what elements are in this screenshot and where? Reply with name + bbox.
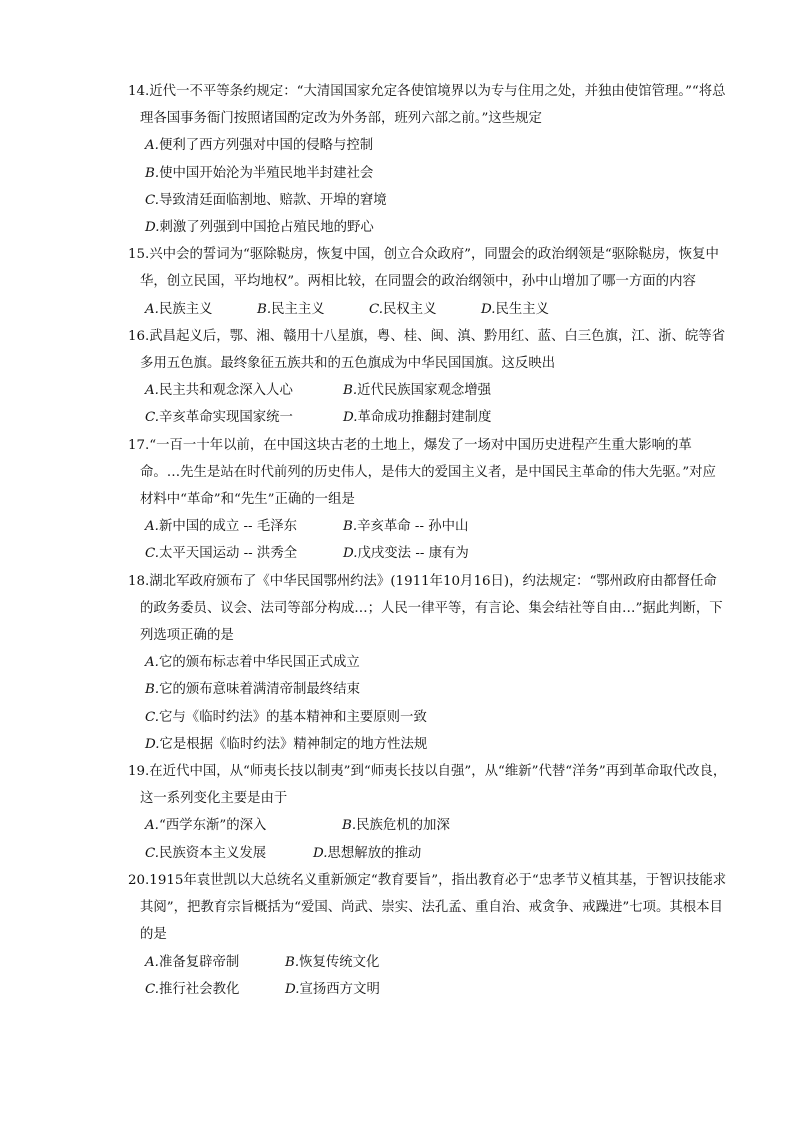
question-number: 18.	[128, 573, 150, 589]
question-stem	[128, 323, 728, 377]
option-text: 近代民族国家观念增强	[357, 383, 492, 399]
option-row	[145, 840, 728, 867]
option-row	[145, 214, 728, 241]
option-text: 准备复辟帝制	[158, 954, 240, 970]
option-text: 恢复传统文化	[299, 954, 380, 970]
option-letter: D.	[343, 546, 358, 562]
option-text: 它的颁布标志着中华民国正式成立	[158, 655, 360, 671]
option-text: 民主共和观念深入人心	[158, 383, 293, 399]
option-row	[145, 649, 728, 676]
question-16	[128, 323, 728, 432]
option-letter: A.	[145, 655, 159, 671]
question-text: 1915年袁世凯以大总统名义重新颁定“教育要旨”，指出教育必于“忠孝节义植其基，于智识技能求其阅”，把教育宗旨概括为“爱国、尚武、崇实、法孔孟、重自治、戒贪争、戒躁进”七项。其根本目的是	[140, 872, 727, 943]
option-letter: A.	[145, 383, 159, 399]
option-a[interactable]	[145, 377, 343, 404]
option-d[interactable]	[145, 214, 374, 241]
option-c[interactable]	[145, 976, 285, 1003]
option-letter: B.	[343, 383, 358, 399]
question-text: 在近代中国，从“师夷长技以制夷”到“师夷长技以自强”，从“维新”代替“洋务”再到革命取代改良，这一系列变化主要是由于	[140, 764, 727, 807]
question-15	[128, 241, 728, 323]
question-stem	[128, 568, 728, 650]
option-letter: D.	[145, 220, 160, 236]
option-row	[145, 132, 728, 159]
option-d[interactable]	[343, 404, 541, 431]
option-letter: B.	[145, 682, 160, 698]
option-text: 便利了西方列强对中国的侵略与控制	[158, 138, 374, 154]
option-letter: B.	[342, 818, 357, 834]
question-text: “一百一十年以前，在中国这块古老的土地上，爆发了一场对中国历史进程产生重大影响的革命。…先生是站在时代前列的历史伟人，是伟大的爱国主义者，是中国民主革命的伟大先驱。”对应材料中“革命”和“先生”正确的一组是	[140, 437, 716, 508]
option-letter: A.	[145, 519, 159, 535]
option-row	[145, 949, 728, 976]
question-stem	[128, 867, 728, 949]
option-text: 民族资本主义发展	[159, 845, 267, 861]
option-text: 它与《临时约法》的基本精神和主要原则一致	[159, 709, 427, 725]
option-letter: D.	[313, 845, 328, 861]
option-letter: B.	[343, 519, 358, 535]
option-letter: C.	[145, 981, 160, 997]
option-row	[145, 812, 728, 839]
option-a[interactable]	[145, 513, 343, 540]
options	[128, 513, 728, 567]
option-row	[145, 731, 728, 758]
option-text: 革命成功推翻封建制度	[357, 410, 492, 426]
option-c[interactable]	[145, 840, 313, 867]
option-text: 刺激了列强到中国抢占殖民地的野心	[159, 220, 374, 236]
options	[128, 812, 728, 866]
option-text: 民权主义	[383, 301, 437, 317]
option-row	[145, 540, 728, 567]
option-b[interactable]	[343, 377, 541, 404]
options	[128, 949, 728, 1003]
option-row	[145, 187, 728, 214]
option-letter: D.	[343, 410, 358, 426]
option-text: 它的颁布意味着满清帝制最终结束	[159, 682, 360, 698]
options	[128, 377, 728, 431]
option-letter: A.	[145, 954, 159, 970]
question-stem	[128, 241, 728, 295]
option-letter: D.	[145, 736, 160, 752]
option-row	[145, 296, 728, 323]
option-row	[145, 976, 728, 1003]
question-stem	[128, 758, 728, 812]
question-20	[128, 867, 728, 1003]
option-text: 使中国开始沦为半殖民地半封建社会	[159, 165, 374, 181]
option-letter: C.	[145, 709, 160, 725]
option-row	[145, 377, 728, 404]
option-a[interactable]	[145, 132, 373, 159]
question-stem	[128, 432, 728, 514]
option-a[interactable]	[145, 949, 285, 976]
option-letter: D.	[285, 981, 300, 997]
option-a[interactable]	[145, 296, 257, 323]
option-c[interactable]	[145, 187, 387, 214]
option-row	[145, 704, 728, 731]
question-14	[128, 78, 728, 241]
option-d[interactable]	[285, 976, 380, 1003]
question-number: 19.	[128, 764, 150, 780]
option-row	[145, 513, 728, 540]
option-text: 辛亥革命实现国家统一	[159, 410, 293, 426]
option-a[interactable]	[145, 649, 360, 676]
option-text: 民主主义	[271, 301, 325, 317]
option-d[interactable]	[343, 540, 541, 567]
question-number: 16.	[128, 328, 150, 344]
option-d[interactable]	[481, 296, 593, 323]
option-d[interactable]	[313, 840, 510, 867]
exam-page	[128, 78, 728, 1003]
option-text: 辛亥革命 -- 孙中山	[357, 519, 469, 535]
question-number: 14.	[128, 84, 150, 99]
option-letter: C.	[145, 546, 160, 562]
option-letter: B.	[257, 301, 272, 317]
question-text: 武昌起义后，鄂、湘、赣用十八星旗，粤、桂、闽、滇、黔用红、蓝、白三色旗，江、浙、皖等省多用五色旗。最终象征五族共和的五色旗成为中华民国国旗。这反映出	[140, 328, 726, 372]
option-text: 民族危机的加深	[356, 818, 450, 834]
question-text: 兴中会的誓词为“驱除鞑房，恢复中国，创立合众政府”，同盟会的政治纲领是“驱除鞑房，恢复中华，创立民国，平均地权”。两相比较，在同盟会的政治纲领中，孙中山增加了哪一方面的内容	[140, 247, 719, 290]
question-text: 湖北军政府颁布了《中华民国鄂州约法》(1911年10月16日)，约法规定：“鄂州政府由都督任命的政务委员、议会、法司等部分构成…；人民一律平等，有言论、集会结社等自由…”据此判断，下列选项正确的是	[140, 573, 723, 644]
option-text: 民族主义	[158, 301, 213, 317]
option-letter: A.	[145, 818, 159, 834]
option-text: 导致清廷面临割地、赔款、开埠的窘境	[159, 192, 387, 208]
option-row	[145, 676, 728, 703]
question-stem	[128, 78, 728, 132]
option-text: 思想解放的推动	[327, 845, 422, 861]
question-19	[128, 758, 728, 867]
option-letter: C.	[145, 410, 160, 426]
option-c[interactable]	[145, 404, 343, 431]
option-text: 民生主义	[495, 301, 550, 317]
option-c[interactable]	[145, 540, 343, 567]
question-18	[128, 568, 728, 758]
option-b[interactable]	[285, 949, 379, 976]
option-text: 它是根据《临时约法》精神制定的地方性法规	[159, 736, 428, 752]
option-b[interactable]	[257, 296, 369, 323]
option-c[interactable]	[369, 296, 481, 323]
option-letter: C.	[145, 192, 160, 208]
option-text: 新中国的成立 -- 毛泽东	[158, 519, 298, 535]
option-b[interactable]	[342, 812, 539, 839]
option-letter: A.	[145, 301, 159, 317]
option-text: “西学东渐”的深入	[158, 818, 267, 834]
options	[128, 649, 728, 758]
question-text: 近代一不平等条约规定：“大清国国家允定各使馆境界以为专与住用之处，并独由使馆管理。”“将总理各国事务衙门按照诸国酌定改为外务部，班列六部之前。”这些规定	[140, 84, 726, 127]
option-letter: A.	[145, 138, 159, 154]
option-letter: B.	[145, 165, 160, 181]
option-letter: B.	[285, 954, 300, 970]
option-text: 太平天国运动 -- 洪秀全	[159, 546, 298, 562]
option-b[interactable]	[145, 676, 360, 703]
option-letter: C.	[145, 845, 160, 861]
option-a[interactable]	[145, 812, 342, 839]
question-17	[128, 432, 728, 568]
option-text: 宣扬西方文明	[299, 981, 380, 997]
option-letter: D.	[481, 301, 496, 317]
option-letter: C.	[369, 301, 384, 317]
option-c[interactable]	[145, 704, 427, 731]
option-b[interactable]	[343, 513, 541, 540]
question-number: 15.	[128, 247, 150, 263]
question-number: 20.	[128, 872, 150, 888]
question-number: 17.	[128, 437, 150, 453]
option-text: 推行社会教化	[159, 981, 240, 997]
options	[128, 296, 728, 323]
option-d[interactable]	[145, 731, 427, 758]
option-b[interactable]	[145, 160, 373, 187]
options	[128, 132, 728, 241]
option-row	[145, 404, 728, 431]
option-row	[145, 160, 728, 187]
option-text: 戊戌变法 -- 康有为	[357, 546, 469, 562]
